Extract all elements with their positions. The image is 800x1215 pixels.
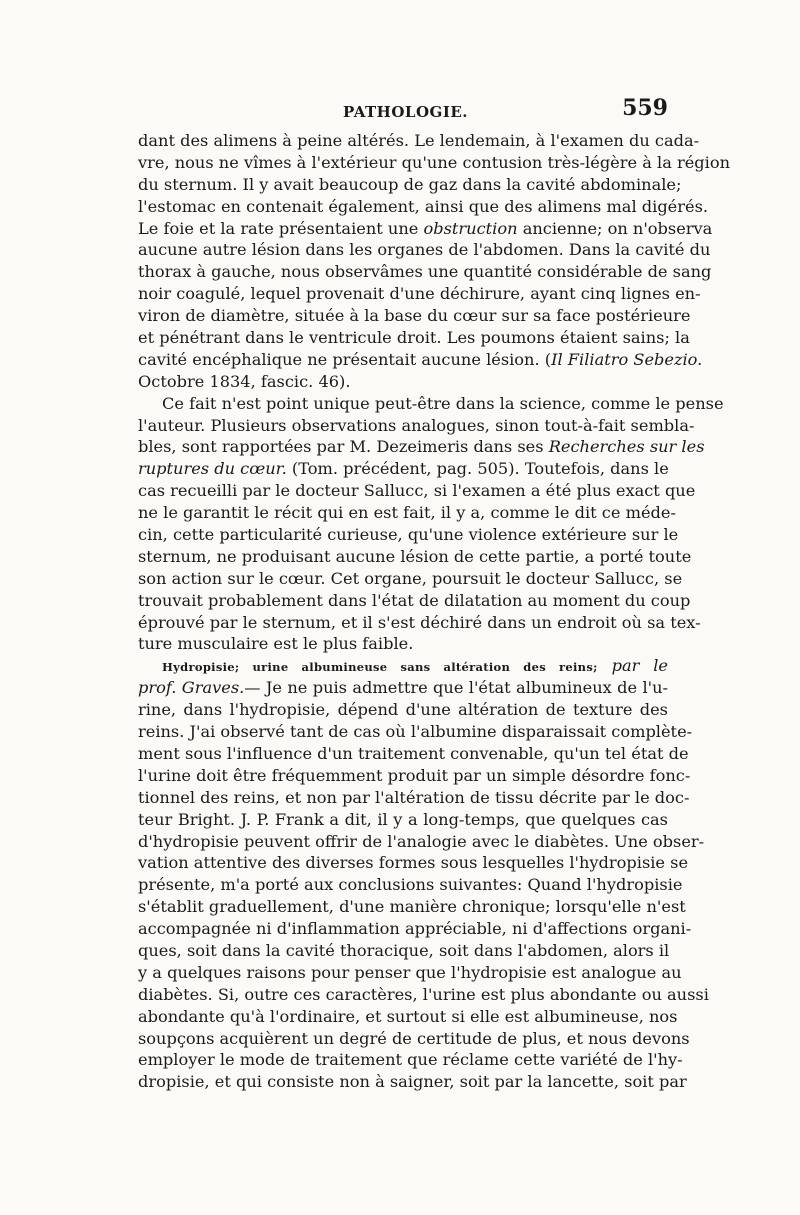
text-line: ques, soit dans la cavité thoracique, soit dans l'abdomen, alors il	[138, 940, 670, 960]
text-line: ne le garantit le récit qui en est fait, il y a, comme le dit ce méde-	[138, 503, 676, 523]
text-line: ture musculaire est le plus faible.	[138, 634, 414, 654]
text-segment: ancienne; on n'observa	[522, 218, 713, 238]
text-line: viron de diamètre, située à la base du cœur sur sa face postérieure	[138, 306, 691, 326]
text-line: vation attentive des diverses formes sous lesquelles l'hydropisie se	[138, 853, 689, 873]
text-line: reins. J'ai observé tant de cas où l'albumine disparaissait complète-	[138, 722, 693, 742]
text-line: présente, m'a porté aux conclusions suivantes: Quand l'hydropisie	[138, 875, 683, 895]
text-line	[138, 349, 703, 371]
italic-title: ruptures du cœur.	[138, 459, 287, 479]
text-line: son action sur le cœur. Cet organe, poursuit le docteur Sallucc, se	[138, 568, 683, 588]
text-line: éprouvé par le sternum, et il s'est déchiré dans un endroit où sa tex-	[138, 612, 701, 632]
text-line: rine, dans l'hydropisie, dépend d'une altération de texture des	[138, 700, 668, 720]
text-line: et pénétrant dans le ventricule droit. Les poumons étaient sains; la	[138, 328, 690, 348]
text-line: soupçons acquièrent un degré de certitude de plus, et nous devons	[138, 1028, 690, 1048]
text-line: accompagnée ni d'inflammation appréciable, ni d'affections organi-	[138, 919, 692, 939]
author-credit: prof. Graves.	[138, 678, 245, 698]
italic-title: Recherches sur les	[548, 437, 705, 457]
text-line: aucune autre lésion dans les organes de l'abdomen. Dans la cavité du	[138, 240, 711, 260]
page-header	[138, 95, 668, 125]
section-heading: Hydropisie; urine albumineuse sans altération des reins;	[162, 660, 598, 675]
text-line: vre, nous ne vîmes à l'extérieur qu'une contusion très-légère à la région	[138, 152, 731, 172]
text-line	[138, 677, 668, 699]
text-line: l'auteur. Plusieurs observations analogues, sinon tout-à-fait sembla-	[138, 415, 695, 435]
journal-citation: Il Filiatro Sebezio.	[551, 349, 703, 369]
text-line: l'estomac en contenait également, ainsi que des alimens mal digérés.	[138, 196, 709, 216]
text-segment: — Je ne puis admettre que l'état albumineux de l'u-	[244, 678, 668, 698]
text-line: du sternum. Il y avait beaucoup de gaz dans la cavité abdominale;	[138, 174, 682, 194]
text-line	[138, 218, 713, 240]
text-line	[138, 458, 668, 480]
text-line: abondante qu'à l'ordinaire, et surtout si elle est albumineuse, nos	[138, 1006, 678, 1026]
text-segment: cavité encéphalique ne présentait aucune lésion. (	[138, 349, 552, 369]
text-line: sternum, ne produisant aucune lésion de cette partie, a porté toute	[138, 546, 692, 566]
text-line: diabètes. Si, outre ces caractères, l'urine est plus abondante ou aussi	[138, 984, 709, 1004]
text-line: ment sous l'influence d'un traitement convenable, qu'un tel état de	[138, 743, 689, 763]
author-credit: par le	[611, 656, 668, 676]
text-line: d'hydropisie peuvent offrir de l'analogie avec le diabètes. Une obser-	[138, 831, 705, 851]
text-line: dant des alimens à peine altérés. Le lendemain, à l'examen du cada-	[138, 131, 700, 150]
text-line: thorax à gauche, nous observâmes une quantité considérable de sang	[138, 262, 712, 282]
text-line: Octobre 1834, fascic. 46).	[138, 371, 351, 391]
text-segment: Le foie et la rate présentaient une	[138, 218, 419, 238]
body-text	[138, 130, 731, 1093]
text-line: noir coagulé, lequel provenait d'une déchirure, ayant cinq lignes en-	[138, 284, 701, 304]
text-line: dropisie, et qui consiste non à saigner, soit par la lancette, soit par	[138, 1072, 687, 1092]
text-line: tionnel des reins, et non par l'altération de tissu décrite par le doc-	[138, 787, 690, 807]
text-line: teur Bright. J. P. Frank a dit, il y a long-temps, que quelques cas	[138, 809, 668, 829]
page-number: 559	[622, 95, 668, 121]
section-heading-line	[138, 655, 668, 677]
text-line: l'urine doit être fréquemment produit par un simple désordre fonc-	[138, 765, 691, 785]
text-line: trouvait probablement dans l'état de dilatation au moment du coup	[138, 590, 691, 610]
text-line: cas recueilli par le docteur Sallucc, si l'examen a été plus exact que	[138, 481, 696, 501]
running-title: PATHOLOGIE.	[343, 103, 469, 121]
italic-term: obstruction	[423, 218, 518, 238]
text-segment: bles, sont rapportées par M. Dezeimeris dans ses	[138, 437, 544, 457]
text-line: cin, cette particularité curieuse, qu'une violence extérieure sur le	[138, 525, 679, 545]
text-line	[138, 436, 705, 458]
text-segment: (Tom. précédent, pag. 505). Toutefois, dans le	[291, 459, 669, 479]
text-line: y a quelques raisons pour penser que l'hydropisie est analogue au	[138, 962, 682, 982]
text-line: Ce fait n'est point unique peut-être dans la science, comme le pense	[162, 393, 724, 413]
text-line: s'établit graduellement, d'une manière chronique; lorsqu'elle n'est	[138, 897, 686, 917]
text-line: employer le mode de traitement que réclame cette variété de l'hy-	[138, 1050, 683, 1070]
